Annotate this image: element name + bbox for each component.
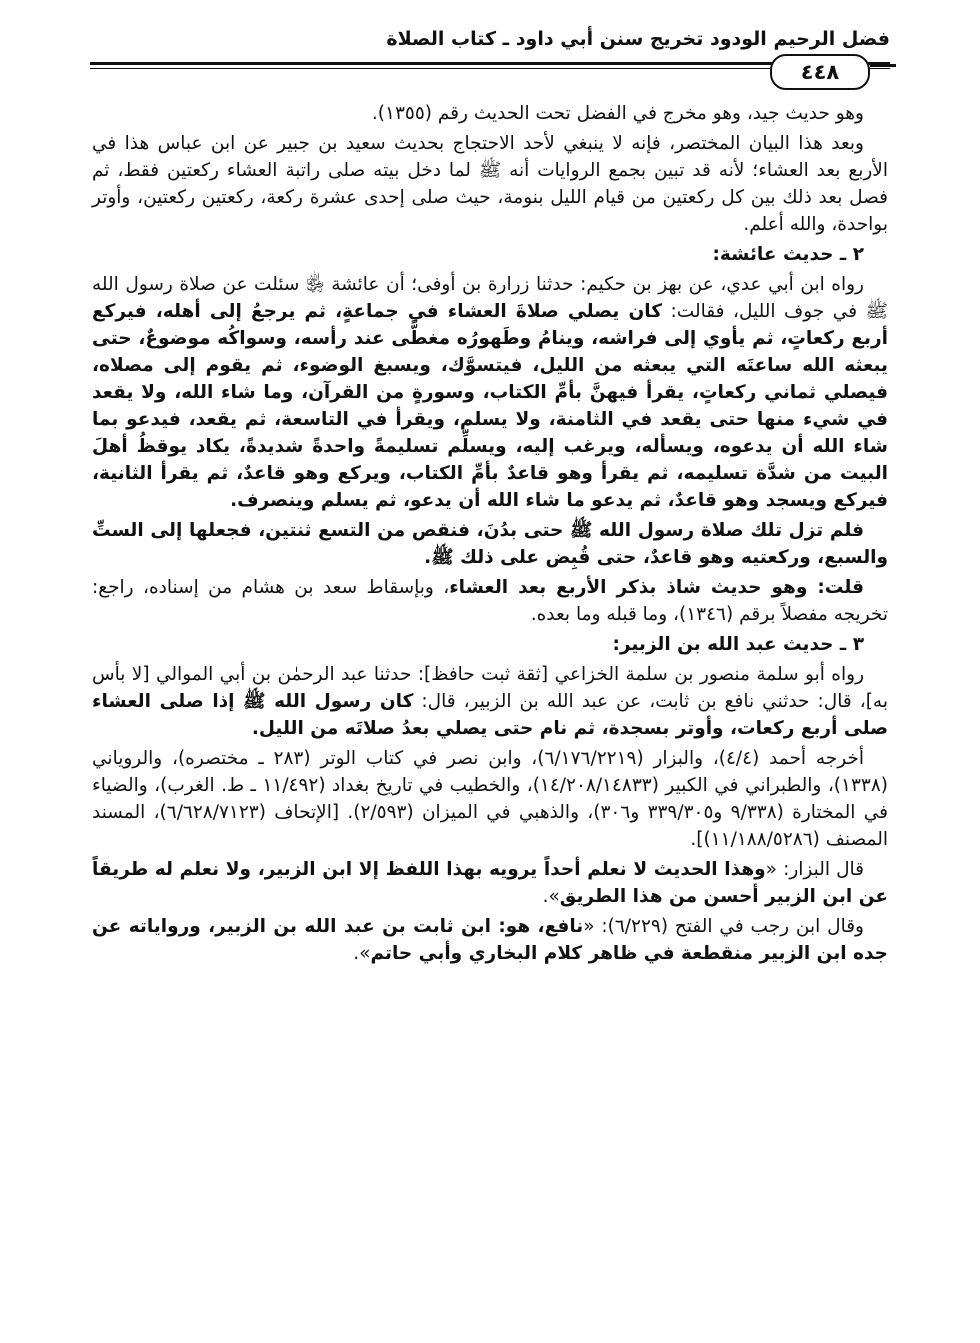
bold-text-segment: وهذا الحديث لا نعلم أحداً يرويه بهذا اللفظ إلا ابن الزبير، ولا نعلم له طريقاً عن ابن الزبير أحسن من هذا الطريق <box>92 859 888 907</box>
text-segment: ، وبإسقاط سعد بن هشام من إسناده، راجع: تخريجه مفصلاً برقم (١٣٤٦)، وما قبله وما بعده. <box>92 577 888 625</box>
bold-text-segment: فلم تزل تلك صلاة رسول الله ﷺ حتى بدُنَ، فنقص من التسع ثنتين، فجعلها إلى الستِّ والسبع، وركعتيه وهو قاعدٌ، حتى قُبِض على ذلك ﷺ. <box>92 520 888 568</box>
body-paragraph <box>92 517 888 571</box>
page-body <box>92 100 888 970</box>
text-segment: وقال ابن رجب في الفتح (٦/٢٢٩): « <box>583 916 864 937</box>
text-segment: وبعد هذا البيان المختصر، فإنه لا ينبغي لأحد الاحتجاج بحديث سعيد بن جبير عن ابن عباس هذا في الأربع بعد العشاء؛ لأنه قد تبين بجمع الروايات أنه ﷺ لما دخل بيته صلى راتبة العشاء ركعتين فقط، ثم فصل بعد ذلك بين كل ركعتين من قيام الليل بنومة، حيث صلى إحدى عشرة ركعة، ركعتين ركعتين، وأوتر بواحدة، والله أعلم. <box>92 133 888 235</box>
page-number-badge <box>770 54 870 90</box>
body-paragraph <box>92 856 888 910</box>
section-heading <box>92 631 888 658</box>
bold-text-segment: نافع، هو: ابن ثابت بن عبد الله بن الزبير، ورواياته عن جده ابن الزبير منقطعة في ظاهر كلام البخاري وأبي حاتم <box>92 916 888 964</box>
text-segment: رواه ابن أبي عدي، عن بهز بن حكيم: حدثنا زرارة بن أوفى؛ أن عائشة ﵂ سئلت عن صلاة رسول الله ﷺ في جوف الليل، فقالت: <box>92 274 888 322</box>
text-segment: قال البزار: « <box>765 859 865 880</box>
bold-text-segment: قلت: <box>807 577 864 598</box>
bold-text-segment: ٢ ـ حديث عائشة: <box>712 244 864 265</box>
body-paragraph <box>92 661 888 742</box>
text-segment: أخرجه أحمد (٤/٤)، والبزار (٦/١٧٦/٢٢١٩)، وابن نصر في كتاب الوتر (٢٨٣ ـ مختصره)، والروياني (١٣٣٨)، والطبراني في الكبير (١٤/٢٠٨/١٤٨٣٣)، والخطيب في تاريخ بغداد (١١/٤٩٢ ـ ط. الغرب)، والضياء في المختارة (٩/٣٣٨ و٣٣٩/٣٠٥ و٣٠٦)، والذهبي في الميزان (٢/٥٩٣). [الإتحاف (٦/٦٢٨/٧١٢٣)، المسند المصنف (١١/١٨٨/٥٢٨٦)]. <box>92 748 888 850</box>
text-segment: ». <box>353 943 371 964</box>
running-title: فضل الرحيم الودود تخريج سنن أبي داود ـ كتاب الصلاة <box>386 28 890 50</box>
page-number: ٤٤٨ <box>800 60 840 84</box>
text-segment: وهو حديث جيد، وهو مخرج في الفضل تحت الحديث رقم (١٣٥٥). <box>371 103 864 124</box>
section-heading <box>92 241 888 268</box>
body-paragraph <box>92 100 888 127</box>
body-paragraph <box>92 745 888 853</box>
body-paragraph <box>92 913 888 967</box>
text-segment: رواه أبو سلمة منصور بن سلمة الخزاعي [ثقة ثبت حافظ]: حدثنا عبد الرحمٰن بن أبي الموالي [لا بأس به]، قال: حدثني نافع بن ثابت، عن عبد الله بن الزبير، قال: <box>92 664 888 712</box>
body-paragraph <box>92 271 888 514</box>
decorative-dash <box>870 64 896 67</box>
text-segment: ». <box>542 886 560 907</box>
body-paragraph <box>92 574 888 628</box>
bold-text-segment: ٣ ـ حديث عبد الله بن الزبير: <box>612 634 864 655</box>
bold-text-segment: وهو حديث شاذ بذكر الأربع بعد العشاء <box>449 577 808 598</box>
bold-text-segment: كان يصلي صلاةَ العشاء في جماعةٍ، ثم يرجعُ إلى أهله، فيركع أربع ركعاتٍ، ثم يأوي إلى فراشه، وينامُ وطَهورُه مغطًّى عند رأسه، وسواكُه موضوعٌ، حتى يبعثه الله ساعتَه التي يبعثه من الليل، فيتسوَّك، ويسبغ الوضوء، ثم يقوم إلى مصلاه، فيصلي ثماني ركعاتٍ، يقرأ فيهنَّ بأمِّ الكتاب، وسورةٍ من القرآن، وما شاء الله، ولا يقعد في شيء منها حتى يقعد في الثامنة، ولا يسلم، ويقرأ في التاسعة، ثم يقعد، فيدعو بما شاء الله أن يدعوه، ويسأله، ويرغب إليه، ويسلِّم تسليمةً واحدةً شديدةً، يكاد يوقظُ أهلَ البيت من شدَّة تسليمه، ثم يقرأ وهو قاعدٌ بأمِّ الكتاب، ويركع وهو قاعدٌ، ثم يقرأ الثانية، فيركع ويسجد وهو قاعدٌ، ثم يدعو ما شاء الله أن يدعو، ثم يسلم وينصرف. <box>92 301 888 511</box>
bold-text-segment: كان رسول الله ﷺ إذا صلى العشاء صلى أربع ركعات، وأوتر بسجدة، ثم نام حتى يصلي بعدُ صلاتَه من الليل. <box>92 691 888 739</box>
page-header <box>90 22 890 92</box>
body-paragraph <box>92 130 888 238</box>
